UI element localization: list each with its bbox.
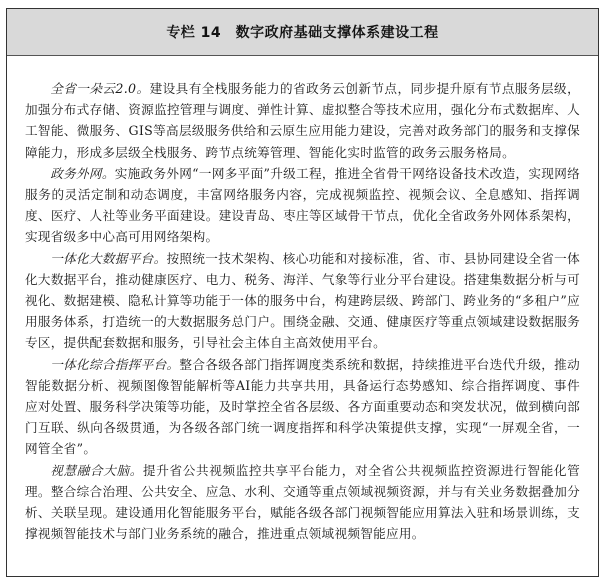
paragraph-lead: 政务外网。	[50, 165, 115, 181]
paragraph-lead: 一体化综合指挥平台。	[50, 356, 180, 372]
paragraph-text: 建设具有全栈服务能力的省政务云创新节点，同步提升原有节点服务层级，加强分布式存储、资源监控管理与调度、弹性计算、虚拟整合等技术应用，强化分布式数据库、人工智能、微服务、GIS等高层级服务供给和云原生应用能力建设，完善对政务部门的服务和支撑保障能力，形成多层级全栈服务、跨节点统筹管理、智能化实时监管的政务云服务格局。	[25, 81, 580, 160]
paragraph-command	[25, 354, 580, 460]
paragraph-text: 按照统一技术架构、核心功能和对接标准，省、市、县协同建设全省一体化大数据平台，推动健康医疗、电力、税务、海洋、气象等行业分平台建设。搭建集数据分析与可视化、数据建模、隐私计算等功能于一体的服务中台，构建跨层级、跨部门、跨业务的“多租户”应用服务体系，打造统一的大数据服务总门户。围绕金融、交通、健康医疗等重点领域建设数据服务专区，提供配套数据和服务，引导社会主体自主高效使用平台。	[25, 250, 581, 351]
paragraph-text: 提升省公共视频监控共享平台能力，对全省公共视频监控资源进行智能化管理。整合综合治理、公共安全、应急、水利、交通等重点领域视频资源，并与有关业务数据叠加分析、关联呈现。建设通用化智能服务平台，赋能各级各部门视频智能应用算法入驻和场景训练，支撑视频智能技术与部门业务系统的融合，推进重点领域视频智能应用。	[25, 462, 580, 542]
column-box	[6, 8, 599, 577]
paragraph-text: 实施政务外网“一网多平面”升级工程，推进全省骨干网络设备技术改造，实现网络服务的灵活定制和动态调度，丰富网络服务内容，完成视频监控、视频会议、全息感知、指挥调度、医疗、人社等业务平面建设。建设青岛、枣庄等区域骨干节点，优化全省政务外网体系架构，实现省级多中心高可用网络架构。	[25, 165, 580, 245]
paragraph-lead: 视慧融合大脑。	[50, 462, 143, 478]
box-title: 专栏 14 数字政府基础支撑体系建设工程	[166, 25, 439, 41]
paragraph-bigdata	[25, 248, 580, 354]
box-content	[7, 56, 598, 544]
paragraph-extranet	[25, 163, 580, 248]
paragraph-lead: 全省一朵云2.0。	[50, 81, 150, 96]
box-title-bar	[7, 9, 598, 56]
paragraph-text: 整合各级各部门指挥调度类系统和数据，持续推进平台迭代升级，推动智能数据分析、视频图像智能解析等AI能力共享共用，具备运行态势感知、综合指挥调度、事件应对处置、服务科学决策等功能，及时掌控全省各层级、各方面重要动态和突发状况，做到横向部门互联、纵向各级贯通，为各级各部门统一调度指挥和科学决策提供支撑，实现“一屏观全省，一网管全省”。	[25, 356, 580, 457]
paragraph-video-brain	[25, 460, 580, 545]
paragraph-cloud	[25, 78, 580, 163]
paragraph-lead: 一体化大数据平台。	[50, 250, 167, 266]
